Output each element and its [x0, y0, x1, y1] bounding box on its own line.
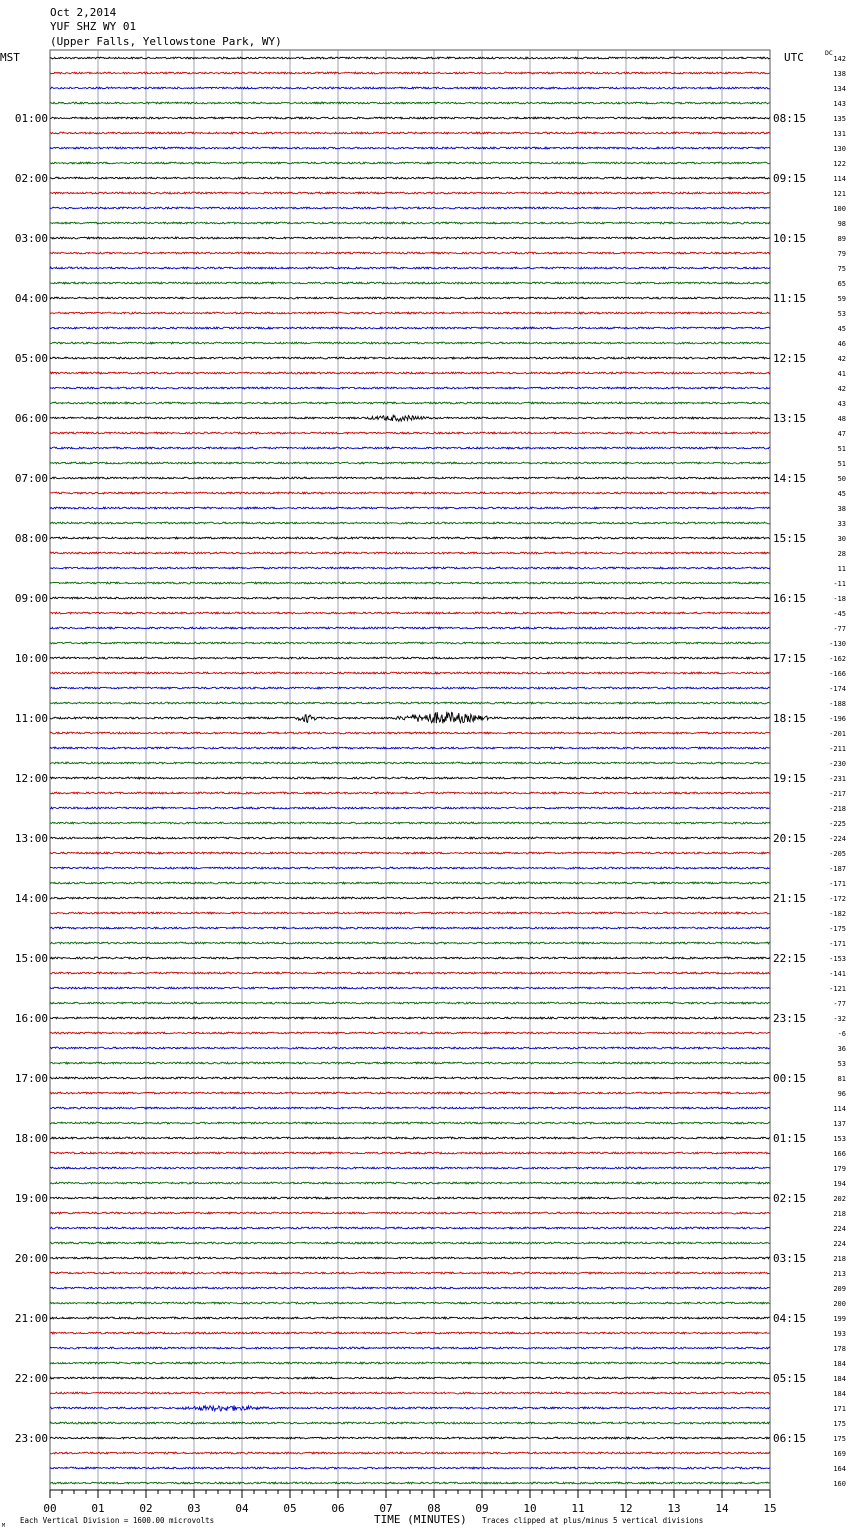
- dc-offset-label: -6: [837, 1030, 846, 1038]
- dc-offset-label: 184: [833, 1360, 846, 1368]
- dc-offset-label: -175: [829, 925, 846, 933]
- x-tick-label: 01: [91, 1502, 105, 1515]
- dc-offset-label: 175: [833, 1420, 846, 1428]
- mst-hour-label: 08:00: [14, 532, 48, 545]
- x-tick-label: 03: [187, 1502, 201, 1515]
- x-tick-label: 15: [763, 1502, 777, 1515]
- dc-offset-label: -172: [829, 895, 846, 903]
- utc-hour-label: 02:15: [773, 1192, 807, 1205]
- x-tick-label: 14: [715, 1502, 729, 1515]
- dc-offset-label: 199: [833, 1315, 846, 1323]
- dc-offset-label: 96: [837, 1090, 846, 1098]
- mst-hour-label: 12:00: [14, 772, 48, 785]
- dc-offset-label: 178: [833, 1345, 846, 1353]
- utc-hour-label: 05:15: [773, 1372, 807, 1385]
- dc-offset-label: 143: [833, 100, 846, 108]
- dc-offset-label: 142: [833, 55, 846, 63]
- dc-offset-label: -218: [829, 805, 846, 813]
- header-station: YUF SHZ WY 01: [50, 20, 137, 33]
- dc-offset-label: 200: [833, 1300, 846, 1308]
- dc-offset-label: -225: [829, 820, 846, 828]
- utc-hour-label: 12:15: [773, 352, 807, 365]
- dc-offset-label: 30: [837, 535, 846, 543]
- dc-offset-label: -32: [833, 1015, 846, 1023]
- dc-offset-label: 47: [837, 430, 846, 438]
- dc-offset-label: 137: [833, 1120, 846, 1128]
- dc-offset-label: -211: [829, 745, 846, 753]
- dc-offset-label: -162: [829, 655, 846, 663]
- dc-offset-label: 11: [837, 565, 846, 573]
- utc-hour-label: 09:15: [773, 172, 807, 185]
- dc-offset-label: -77: [833, 1000, 846, 1008]
- dc-offset-label: 184: [833, 1390, 846, 1398]
- dc-offset-label: 50: [837, 475, 846, 483]
- dc-offset-label: 114: [833, 1105, 846, 1113]
- mst-hour-label: 19:00: [14, 1192, 48, 1205]
- dc-offset-label: 45: [837, 325, 846, 333]
- mst-hour-label: 14:00: [14, 892, 48, 905]
- dc-offset-label: 43: [837, 400, 846, 408]
- dc-offset-label: -174: [829, 685, 846, 693]
- corner-mark: M: [2, 1523, 6, 1529]
- dc-offset-label: 209: [833, 1285, 846, 1293]
- utc-hour-label: 18:15: [773, 712, 807, 725]
- dc-offset-label: -201: [829, 730, 846, 738]
- dc-offset-label: 75: [837, 265, 846, 273]
- utc-hour-label: 15:15: [773, 532, 807, 545]
- dc-offset-label: -11: [833, 580, 846, 588]
- header-location: (Upper Falls, Yellowstone Park, WY): [50, 35, 282, 48]
- mst-hour-label: 21:00: [14, 1312, 48, 1325]
- dc-offset-label: 131: [833, 130, 846, 138]
- dc-offset-label: -231: [829, 775, 846, 783]
- mst-hour-label: 05:00: [14, 352, 48, 365]
- dc-offset-label: 81: [837, 1075, 846, 1083]
- mst-hour-label: 16:00: [14, 1012, 48, 1025]
- dc-offset-label: -77: [833, 625, 846, 633]
- scale-note: Each Vertical Division = 1600.00 microvolts: [20, 1516, 215, 1525]
- x-axis-title: TIME (MINUTES): [374, 1513, 467, 1526]
- dc-offset-label: 224: [833, 1240, 846, 1248]
- dc-offset-label: 179: [833, 1165, 846, 1173]
- dc-offset-label: -171: [829, 880, 846, 888]
- utc-hour-label: 19:15: [773, 772, 807, 785]
- mst-hour-label: 17:00: [14, 1072, 48, 1085]
- dc-offset-label: 38: [837, 505, 846, 513]
- dc-offset-label: -205: [829, 850, 846, 858]
- mst-hour-label: 15:00: [14, 952, 48, 965]
- utc-hour-label: 23:15: [773, 1012, 807, 1025]
- x-tick-label: 05: [283, 1502, 297, 1515]
- mst-hour-label: 03:00: [14, 232, 48, 245]
- mst-hour-label: 11:00: [14, 712, 48, 725]
- dc-offset-label: 65: [837, 280, 846, 288]
- utc-hour-label: 16:15: [773, 592, 807, 605]
- mst-hour-label: 18:00: [14, 1132, 48, 1145]
- dc-offset-label: 213: [833, 1270, 846, 1278]
- dc-offset-label: -230: [829, 760, 846, 768]
- mst-hour-label: 06:00: [14, 412, 48, 425]
- x-tick-label: 08: [427, 1502, 441, 1515]
- mst-hour-label: 10:00: [14, 652, 48, 665]
- dc-offset-label: 135: [833, 115, 846, 123]
- dc-offset-label: 160: [833, 1480, 846, 1488]
- utc-hour-label: 04:15: [773, 1312, 807, 1325]
- dc-offset-label: 166: [833, 1150, 846, 1158]
- clip-note: Traces clipped at plus/minus 5 vertical divisions: [482, 1516, 704, 1525]
- dc-offset-label: 45: [837, 490, 846, 498]
- dc-offset-label: -130: [829, 640, 846, 648]
- dc-offset-label: 193: [833, 1330, 846, 1338]
- dc-offset-label: -171: [829, 940, 846, 948]
- x-tick-label: 10: [523, 1502, 537, 1515]
- dc-offset-label: 202: [833, 1195, 846, 1203]
- dc-offset-label: 41: [837, 370, 846, 378]
- mst-hour-label: 02:00: [14, 172, 48, 185]
- dc-offset-label: 164: [833, 1465, 846, 1473]
- utc-hour-label: 08:15: [773, 112, 807, 125]
- dc-offset-label: -153: [829, 955, 846, 963]
- dc-offset-label: -166: [829, 670, 846, 678]
- x-tick-label: 09: [475, 1502, 489, 1515]
- dc-offset-label: -196: [829, 715, 846, 723]
- x-tick-label: 00: [43, 1502, 57, 1515]
- dc-column-label: DC: [825, 49, 833, 57]
- utc-hour-label: 11:15: [773, 292, 807, 305]
- mst-hour-label: 09:00: [14, 592, 48, 605]
- utc-axis-label: UTC: [784, 51, 804, 64]
- utc-hour-label: 22:15: [773, 952, 807, 965]
- dc-offset-label: -224: [829, 835, 846, 843]
- utc-hour-label: 06:15: [773, 1432, 807, 1445]
- header-date: Oct 2,2014: [50, 6, 117, 19]
- dc-offset-label: 51: [837, 460, 846, 468]
- dc-offset-label: 218: [833, 1255, 846, 1263]
- dc-offset-label: 184: [833, 1375, 846, 1383]
- dc-offset-label: -18: [833, 595, 846, 603]
- dc-offset-label: -187: [829, 865, 846, 873]
- dc-offset-label: 98: [837, 220, 846, 228]
- dc-offset-label: 28: [837, 550, 846, 558]
- dc-offset-label: -217: [829, 790, 846, 798]
- dc-offset-label: 218: [833, 1210, 846, 1218]
- dc-offset-label: -182: [829, 910, 846, 918]
- dc-offset-label: 153: [833, 1135, 846, 1143]
- dc-offset-label: -141: [829, 970, 846, 978]
- utc-hour-label: 03:15: [773, 1252, 807, 1265]
- dc-offset-label: 121: [833, 190, 846, 198]
- dc-offset-label: 169: [833, 1450, 846, 1458]
- dc-offset-label: 194: [833, 1180, 846, 1188]
- utc-hour-label: 00:15: [773, 1072, 807, 1085]
- mst-hour-label: 23:00: [14, 1432, 48, 1445]
- dc-offset-label: 51: [837, 445, 846, 453]
- dc-offset-label: 171: [833, 1405, 846, 1413]
- utc-hour-label: 20:15: [773, 832, 807, 845]
- x-tick-label: 07: [379, 1502, 393, 1515]
- dc-offset-label: 224: [833, 1225, 846, 1233]
- x-tick-label: 06: [331, 1502, 345, 1515]
- dc-offset-label: -45: [833, 610, 846, 618]
- mst-hour-label: 22:00: [14, 1372, 48, 1385]
- utc-hour-label: 21:15: [773, 892, 807, 905]
- dc-offset-label: 175: [833, 1435, 846, 1443]
- dc-offset-label: 33: [837, 520, 846, 528]
- mst-hour-label: 01:00: [14, 112, 48, 125]
- dc-offset-label: 122: [833, 160, 846, 168]
- x-tick-label: 04: [235, 1502, 249, 1515]
- dc-offset-label: 59: [837, 295, 846, 303]
- dc-offset-label: 36: [837, 1045, 846, 1053]
- mst-hour-label: 13:00: [14, 832, 48, 845]
- utc-hour-label: 13:15: [773, 412, 807, 425]
- x-tick-label: 11: [571, 1502, 585, 1515]
- dc-offset-label: 42: [837, 355, 846, 363]
- x-tick-label: 02: [139, 1502, 153, 1515]
- dc-offset-label: 130: [833, 145, 846, 153]
- utc-hour-label: 14:15: [773, 472, 807, 485]
- dc-offset-label: 138: [833, 70, 846, 78]
- dc-offset-label: 42: [837, 385, 846, 393]
- mst-hour-label: 07:00: [14, 472, 48, 485]
- dc-offset-label: 79: [837, 250, 846, 258]
- dc-offset-label: 100: [833, 205, 846, 213]
- dc-offset-label: 114: [833, 175, 846, 183]
- dc-offset-label: 53: [837, 1060, 846, 1068]
- mst-hour-label: 04:00: [14, 292, 48, 305]
- dc-offset-label: -121: [829, 985, 846, 993]
- dc-offset-label: 89: [837, 235, 846, 243]
- x-tick-label: 12: [619, 1502, 633, 1515]
- mst-axis-label: MST: [0, 51, 20, 64]
- dc-offset-label: 48: [837, 415, 846, 423]
- utc-hour-label: 01:15: [773, 1132, 807, 1145]
- dc-offset-label: 134: [833, 85, 846, 93]
- utc-hour-label: 17:15: [773, 652, 807, 665]
- dc-offset-label: -188: [829, 700, 846, 708]
- x-tick-label: 13: [667, 1502, 681, 1515]
- mst-hour-label: 20:00: [14, 1252, 48, 1265]
- dc-offset-label: 53: [837, 310, 846, 318]
- utc-hour-label: 10:15: [773, 232, 807, 245]
- dc-offset-label: 46: [837, 340, 846, 348]
